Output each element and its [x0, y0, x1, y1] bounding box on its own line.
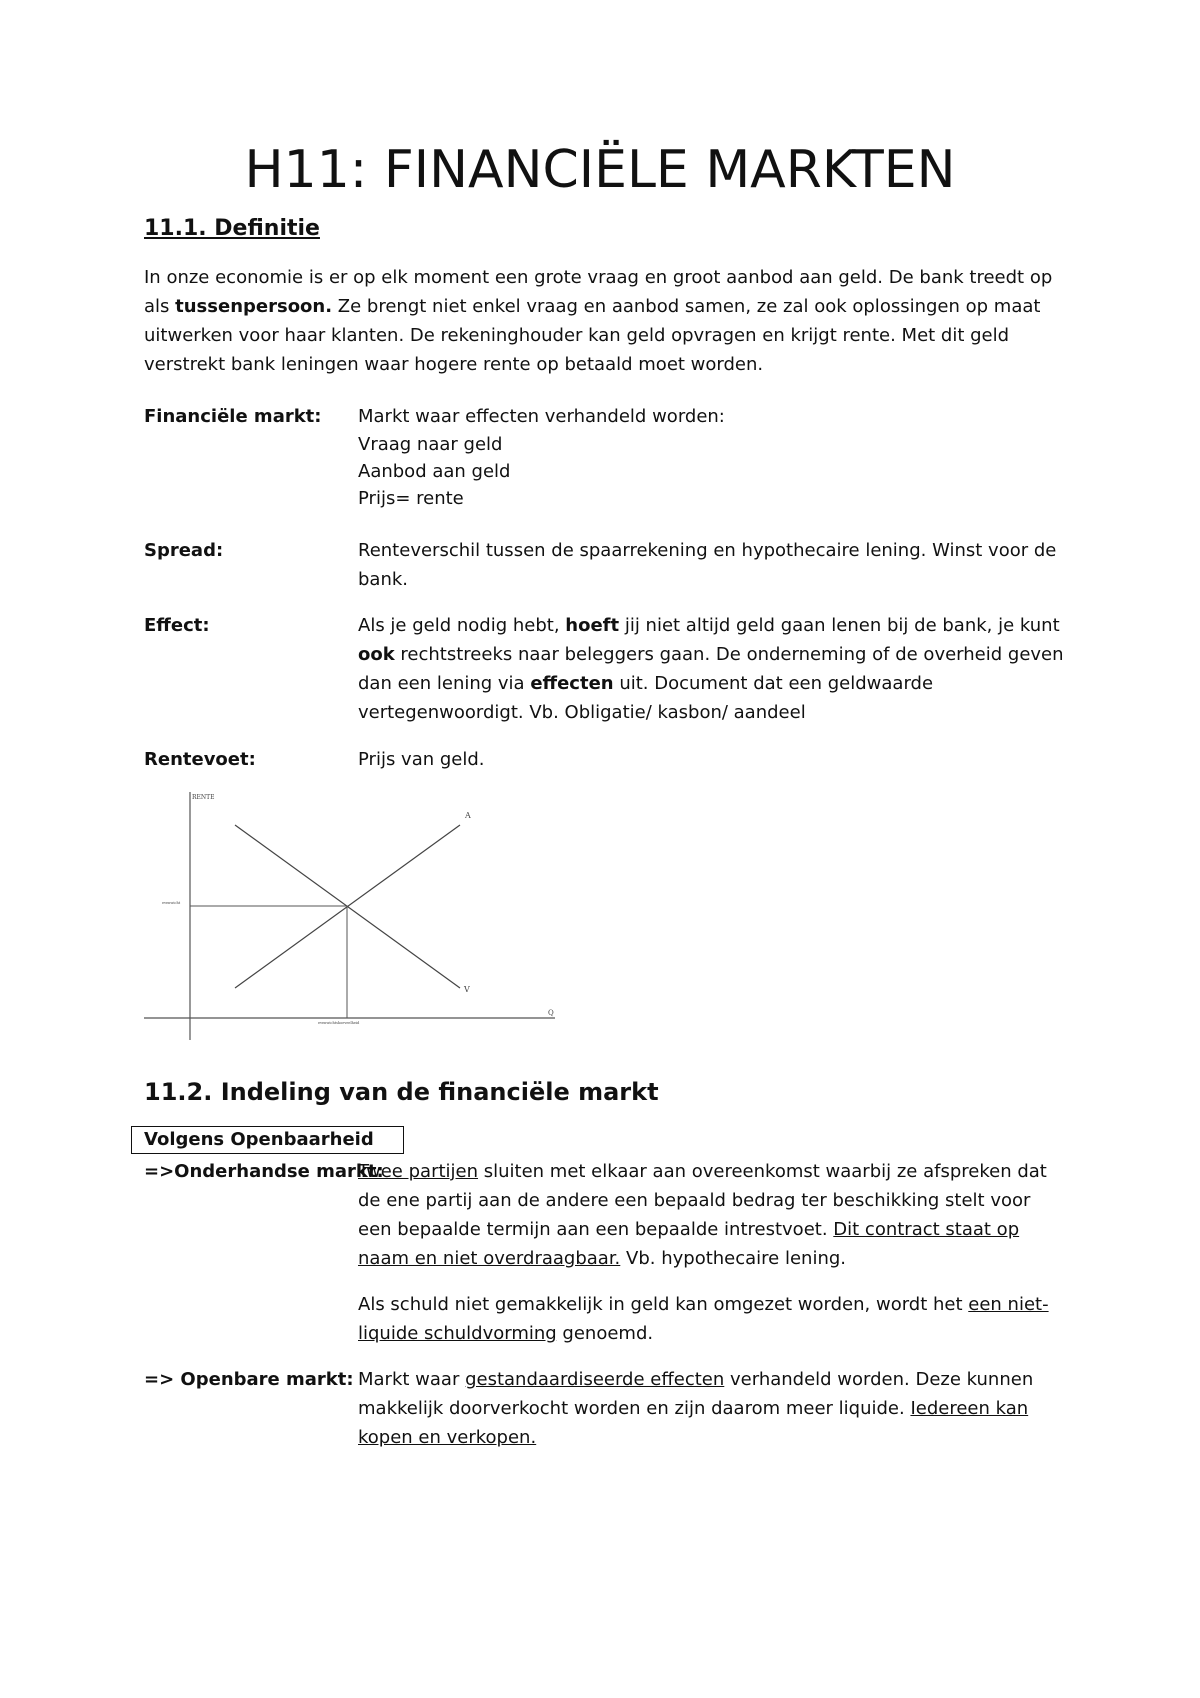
supply-label: A [465, 811, 471, 820]
demand-label: V [464, 985, 470, 994]
paragraph-niet-liquide: Als schuld niet gemakkelijk in geld kan omgezet worden, wordt het een niet-liquide schuldvorming genoemd. [358, 1294, 1049, 1344]
section-heading-definitie: 11.1. Definitie [144, 216, 320, 241]
section-heading-indeling: 11.2. Indeling van de financiële markt [144, 1078, 659, 1106]
equilibrium-quantity-label: evenwichtshoeveelheid [318, 1021, 360, 1025]
equilibrium-price-label: evenwicht [162, 901, 181, 905]
page-title: H11: FINANCIËLE MARKTEN [244, 140, 956, 200]
definition-spread: Renteverschil tussen de spaarrekening en hypothecaire lening. Winst voor de bank. [358, 540, 1057, 590]
definition-openbare-markt: Markt waar gestandaardiseerde effecten verhandeld worden. Deze kunnen makkelijk doorverkocht worden en zijn daarom meer liquide. Iedereen kan kopen en verkopen. [358, 1369, 1034, 1448]
term-openbare-markt: => Openbare markt: [144, 1369, 354, 1390]
supply-demand-diagram [140, 790, 560, 1045]
y-axis-label: RENTE [192, 794, 215, 801]
openbaarheid-box: Volgens Openbaarheid [131, 1126, 404, 1154]
term-spread: Spread: [144, 540, 224, 561]
term-financiele-markt: Financiële markt: [144, 406, 322, 427]
intro-paragraph: In onze economie is er op elk moment een grote vraag en groot aanbod aan geld. De bank treedt op als tussenpersoon. Ze brengt niet enkel vraag en aanbod samen, ze zal ook oplossingen op maat uitwerken voor haar klanten. De rekeninghouder kan geld opvragen en krijgt rente. Met dit geld verstrekt bank leningen waar hogere rente op betaald moet worden. [144, 267, 1053, 375]
definition-effect: Als je geld nodig hebt, hoeft jij niet altijd geld gaan lenen bij de bank, je kunt ook rechtstreeks naar beleggers gaan. De onderneming of de overheid geven dan een lening via effecten uit. Document dat een geldwaarde vertegenwoordigt. Vb. Obligatie/ kasbon/ aandeel [358, 615, 1064, 723]
x-axis-label: Q [548, 1009, 554, 1017]
definition-financiele-markt: Markt waar effecten verhandeld worden: Vraag naar geld Aanbod aan geld Prijs= rente [358, 406, 725, 509]
definition-onderhandse-markt: Twee partijen sluiten met elkaar aan overeenkomst waarbij ze afspreken dat de ene partij aan de andere een bepaald bedrag ter beschikking stelt voor een bepaalde termijn aan een bepaalde intrestvoet. Dit contract staat op naam en niet overdraagbaar. Vb. hypothecaire lening. [358, 1161, 1047, 1269]
intro-bold-term: tussenpersoon. [175, 296, 333, 317]
term-onderhandse-markt: =>Onderhandse markt: [144, 1161, 384, 1182]
term-effect: Effect: [144, 615, 210, 636]
definition-rentevoet: Prijs van geld. [358, 749, 485, 770]
term-rentevoet: Rentevoet: [144, 749, 256, 770]
